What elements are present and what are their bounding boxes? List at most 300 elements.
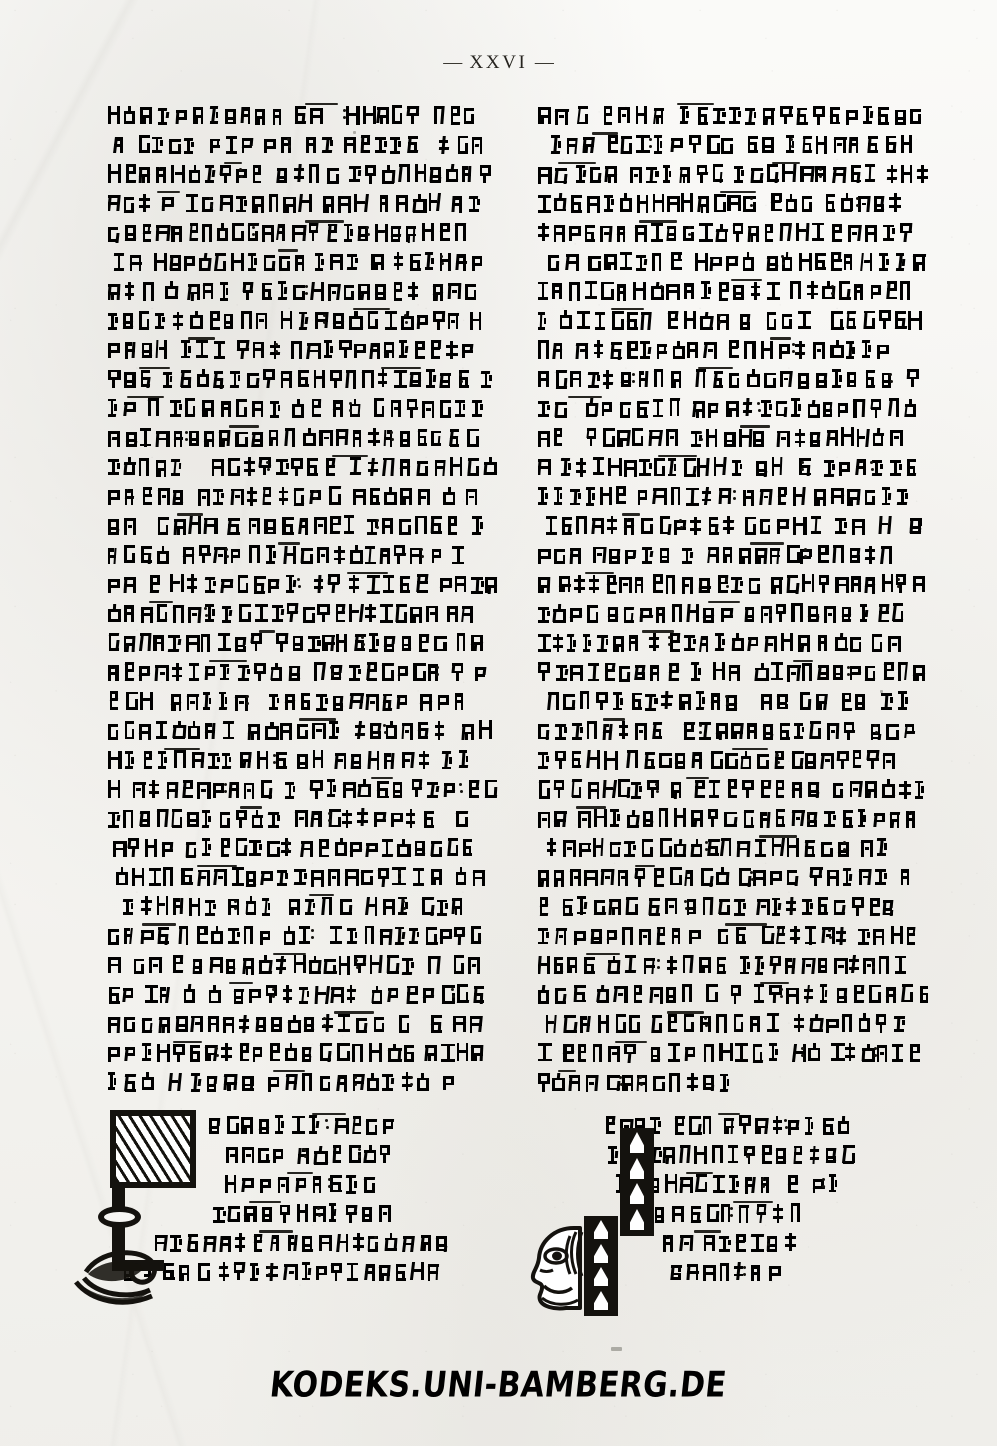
manuscript-line (538, 629, 928, 658)
titlo-mark (305, 220, 344, 222)
titlo-mark (259, 1230, 294, 1232)
decorated-initial-grotesque-head (528, 1128, 704, 1318)
punctuation-dot (801, 1054, 804, 1057)
punctuation-dot (355, 959, 358, 962)
punctuation-dot (831, 292, 834, 295)
titlo-mark (698, 367, 733, 369)
punctuation-dot (305, 292, 308, 295)
glyph-run (108, 135, 498, 154)
punctuation-dot (273, 761, 276, 764)
glyph-run (538, 135, 920, 154)
punctuation-dot (718, 314, 721, 317)
manuscript-line (538, 483, 928, 512)
punctuation-dot (620, 1083, 623, 1086)
punctuation-dot (619, 1076, 622, 1079)
punctuation-dot (273, 754, 276, 757)
glyph-run (108, 311, 479, 330)
glyph-run (108, 692, 471, 711)
manuscript-line (538, 336, 928, 365)
punctuation-dot (870, 461, 873, 464)
manuscript-line (538, 952, 928, 981)
manuscript-line (108, 307, 498, 336)
punctuation-dot (268, 1273, 271, 1276)
titlo-mark (299, 718, 335, 720)
glyph-run (538, 340, 901, 359)
glyph-run (108, 780, 494, 799)
glyph-run (538, 399, 916, 418)
punctuation-dot (730, 1207, 733, 1210)
manuscript-line (108, 571, 498, 600)
titlo-mark (278, 249, 298, 251)
punctuation-dot (655, 783, 658, 786)
titlo-mark (760, 982, 788, 984)
glyph-run (538, 223, 912, 242)
manuscript-line (108, 629, 498, 658)
glyph-run (108, 633, 486, 652)
manuscript-line (108, 161, 498, 190)
glyph-run (108, 340, 471, 359)
manuscript-line (538, 219, 928, 248)
running-head-dash-left: — (443, 52, 463, 73)
punctuation-dot (460, 380, 463, 383)
punctuation-dot (459, 373, 462, 376)
glyph-run (538, 311, 920, 330)
chevron-shape (630, 1158, 644, 1179)
glyph-run (108, 926, 490, 945)
titlo-mark (332, 455, 368, 457)
manuscript-line (538, 307, 928, 336)
glyph-run (538, 458, 924, 477)
punctuation-dot (762, 1185, 765, 1188)
glyph-run (108, 223, 467, 242)
manuscript-line (108, 922, 498, 951)
manuscript-line (108, 454, 498, 483)
titlo-mark (585, 572, 614, 574)
glyph-run (108, 428, 475, 447)
manuscript-line (108, 893, 498, 922)
glyph-run (108, 575, 494, 594)
manuscript-line (538, 864, 928, 893)
glyph-run (108, 106, 486, 125)
titlo-mark (642, 630, 674, 632)
titlo-mark (157, 191, 180, 193)
glyph-run (108, 399, 490, 418)
punctuation-dot (298, 585, 301, 588)
glyph-run (108, 194, 482, 213)
punctuation-dot (822, 1178, 825, 1181)
punctuation-dot (699, 724, 702, 727)
glyph-run (108, 487, 482, 506)
glyph-run (108, 545, 463, 564)
titlo-mark (278, 542, 300, 544)
manuscript-line (538, 161, 928, 190)
titlo-mark (142, 923, 176, 925)
manuscript-line (538, 366, 928, 395)
manuscript-line (538, 395, 928, 424)
manuscript-line (538, 659, 928, 688)
punctuation-dot (356, 966, 359, 969)
titlo-mark (658, 455, 698, 457)
glyph-run (538, 516, 920, 535)
glyph-run (108, 165, 494, 184)
punctuation-dot (874, 1047, 877, 1050)
manuscript-line (108, 512, 498, 541)
punctuation-dot (872, 966, 875, 969)
manuscript-line (538, 1010, 928, 1039)
manuscript-line (538, 981, 928, 1010)
punctuation-dot (452, 995, 455, 998)
manuscript-line (108, 336, 498, 365)
titlo-mark (793, 660, 813, 662)
punctuation-dot (890, 380, 893, 383)
punctuation-dot (878, 109, 881, 112)
punctuation-dot (656, 790, 659, 793)
acanthus-scroll-icon (66, 1238, 198, 1310)
page-number-roman: XXVI (469, 52, 528, 73)
punctuation-dot (801, 461, 804, 464)
titlo-mark (568, 396, 602, 398)
glyph-run (538, 428, 905, 447)
titlo-mark (639, 220, 677, 222)
titlo-mark (731, 279, 762, 281)
punctuation-dot (318, 1214, 321, 1217)
manuscript-line (538, 922, 928, 951)
profile-head-icon (530, 1224, 602, 1312)
punctuation-dot (266, 461, 269, 464)
punctuation-dot (376, 519, 379, 522)
punctuation-dot (657, 966, 660, 969)
punctuation-dot (777, 761, 780, 764)
manuscript-line (108, 747, 498, 776)
glyph-run (538, 575, 928, 594)
punctuation-dot (688, 226, 691, 229)
punctuation-dot (405, 321, 408, 324)
titlo-mark (224, 162, 242, 164)
punctuation-dot (436, 673, 439, 676)
punctuation-dot (801, 468, 804, 471)
punctuation-dot (349, 402, 352, 405)
manuscript-line (108, 600, 498, 629)
punctuation-dot (436, 666, 439, 669)
glyph-run (213, 1204, 392, 1223)
running-head (0, 52, 997, 74)
punctuation-dot (311, 929, 314, 932)
manuscript-line (538, 541, 928, 570)
punctuation-dot (375, 1243, 378, 1246)
punctuation-dot (632, 373, 635, 376)
manuscript-line (538, 454, 928, 483)
punctuation-dot (354, 1083, 357, 1086)
glyph-run (538, 282, 909, 301)
footer (0, 1364, 997, 1407)
punctuation-dot (343, 109, 346, 112)
glyph-run (538, 545, 897, 564)
manuscript-line (108, 952, 498, 981)
titlo-mark (635, 865, 656, 867)
titlo-mark (586, 953, 620, 955)
titlo-mark (209, 660, 247, 662)
glyph-run (108, 751, 482, 770)
manuscript-line (108, 278, 498, 307)
manuscript-line (538, 776, 928, 805)
scan-speck (880, 690, 883, 693)
chevron-fill (630, 1128, 644, 1236)
titlo-mark (173, 1041, 202, 1043)
titlo-mark (229, 982, 253, 984)
punctuation-dot (297, 578, 300, 581)
decorated-initial-hatched (74, 1110, 206, 1306)
chevron-shape (630, 1183, 644, 1204)
glyph-run (108, 897, 467, 916)
running-head-dash-right: — (534, 52, 554, 73)
titlo-mark (720, 191, 756, 193)
manuscript-line (108, 541, 498, 570)
glyph-run (108, 604, 479, 623)
titlo-mark (732, 748, 767, 750)
titlo-mark (197, 865, 237, 867)
glyph-run (108, 663, 498, 682)
titlo-mark (615, 1041, 646, 1043)
manuscript-line (538, 190, 928, 219)
manuscript-line (538, 571, 928, 600)
punctuation-dot (856, 197, 859, 200)
punctuation-dot (224, 783, 227, 786)
manuscript-line (108, 776, 498, 805)
punctuation-dot (776, 754, 779, 757)
manuscript-line (108, 131, 498, 160)
punctuation-dot (726, 702, 729, 705)
titlo-mark (371, 777, 393, 779)
punctuation-dot (331, 673, 334, 676)
titlo-mark (592, 132, 618, 134)
punctuation-dot (267, 468, 270, 471)
punctuation-dot (831, 285, 834, 288)
manuscript-line (108, 688, 498, 717)
titlo-mark (740, 425, 770, 427)
manuscript-line (108, 424, 498, 453)
glyph-run (108, 721, 490, 740)
manuscript-line (108, 834, 498, 863)
manuscript-line (538, 278, 928, 307)
glyph-run (108, 956, 482, 975)
manuscript-line (538, 600, 928, 629)
chevron-shape (630, 1132, 644, 1153)
glyph-run (108, 1044, 490, 1063)
glyph-run (108, 809, 475, 828)
punctuation-dot (819, 175, 822, 178)
punctuation-dot (398, 878, 401, 881)
glyph-run (538, 604, 916, 623)
titlo-mark (772, 162, 800, 164)
initial-ring-collar (98, 1206, 141, 1228)
punctuation-dot (215, 1047, 218, 1050)
manuscript-line (108, 219, 498, 248)
punctuation-dot (209, 197, 212, 200)
punctuation-dot (398, 871, 401, 874)
glyph-run (538, 868, 924, 887)
glyph-run (538, 751, 905, 770)
manuscript-line (538, 424, 928, 453)
punctuation-dot (234, 900, 237, 903)
glyph-run (108, 252, 494, 271)
manuscript-line (108, 190, 498, 219)
manuscript-line (538, 248, 928, 277)
initial-hatched-panel (110, 1110, 196, 1188)
titlo-mark (287, 1172, 313, 1174)
manuscript-line (108, 1069, 498, 1098)
manuscript-line (108, 805, 498, 834)
scan-speck (353, 131, 356, 134)
manuscript-line (108, 1040, 498, 1069)
manuscript-line (108, 981, 498, 1010)
punctuation-dot (403, 907, 406, 910)
manuscript-line (108, 102, 498, 131)
glyph-run (108, 282, 486, 301)
titlo-mark (240, 806, 263, 808)
manuscript-line (108, 395, 498, 424)
punctuation-dot (750, 197, 753, 200)
manuscript-line (538, 1069, 928, 1098)
punctuation-dot (384, 731, 387, 734)
glyph-run (538, 370, 928, 389)
titlo-mark (188, 337, 215, 339)
glyph-run (538, 838, 901, 857)
glyph-run (108, 868, 494, 887)
punctuation-dot (726, 585, 729, 588)
punctuation-dot (268, 1266, 271, 1269)
punctuation-dot (889, 373, 892, 376)
punctuation-dot (640, 1083, 643, 1086)
glyph-run (108, 838, 486, 857)
titlo-mark (576, 806, 606, 808)
punctuation-dot (685, 907, 688, 910)
manuscript-line (108, 1010, 498, 1039)
manuscript-line (538, 717, 928, 746)
punctuation-dot (460, 790, 463, 793)
titlo-mark (127, 396, 164, 398)
glyph-run (225, 1175, 381, 1194)
punctuation-dot (632, 380, 635, 383)
titlo-mark (334, 1011, 374, 1013)
titlo-mark (381, 367, 421, 369)
glyph-run (538, 809, 916, 828)
manuscript-line (108, 659, 498, 688)
glyph-run (108, 516, 490, 535)
punctuation-dot (323, 314, 326, 317)
manuscript-line (538, 893, 928, 922)
punctuation-dot (758, 409, 761, 412)
punctuation-dot (807, 812, 810, 815)
punctuation-dot (725, 578, 728, 581)
glyph-run (538, 926, 920, 945)
punctuation-dot (239, 168, 242, 171)
punctuation-dot (314, 490, 317, 493)
titlo-mark (750, 542, 784, 544)
glyph-run (108, 458, 494, 477)
punctuation-dot (305, 285, 308, 288)
titlo-mark (139, 367, 170, 369)
punctuation-dot (328, 1178, 331, 1181)
punctuation-dot (246, 695, 249, 698)
titlo-mark (725, 923, 767, 925)
titlo-mark (667, 1011, 704, 1013)
titlo-mark (759, 835, 797, 837)
titlo-mark (177, 513, 203, 515)
initial-chevron-bar-left (620, 1128, 654, 1236)
manuscript-line (108, 717, 498, 746)
manuscript-line (538, 805, 928, 834)
manuscript-line (538, 688, 928, 717)
titlo-mark (558, 1070, 576, 1072)
manuscript-line (538, 1040, 928, 1069)
titlo-mark (622, 513, 640, 515)
titlo-mark (686, 777, 709, 779)
manuscript-line (108, 864, 498, 893)
punctuation-dot (733, 490, 736, 493)
punctuation-dot (661, 292, 664, 295)
glyph-run (108, 985, 498, 1004)
chevron-shape (630, 1209, 644, 1230)
scan-speck (611, 1347, 622, 1351)
titlo-mark (273, 953, 306, 955)
manuscript-line (538, 747, 928, 776)
manuscript-line (538, 102, 928, 131)
glyph-run (538, 897, 912, 916)
punctuation-dot (216, 1054, 219, 1057)
titlo-mark (603, 718, 625, 720)
punctuation-dot (205, 614, 208, 617)
punctuation-dot (410, 1076, 413, 1079)
manuscript-line (538, 131, 928, 160)
site-watermark: KODEKS.UNI-BAMBERG.DE (268, 1364, 729, 1407)
text-block (108, 102, 928, 1312)
glyph-run (108, 1073, 459, 1092)
glyph-run (209, 1116, 396, 1135)
titlo-mark (259, 630, 275, 632)
glyph-run (538, 106, 924, 125)
glyph-run (538, 663, 924, 682)
manuscript-line (108, 483, 498, 512)
punctuation-dot (354, 1076, 357, 1079)
glyph-run (538, 487, 912, 506)
glyph-run (108, 370, 498, 389)
titlo-mark (229, 425, 259, 427)
titlo-mark (770, 337, 791, 339)
glyph-run (538, 194, 916, 213)
punctuation-dot (272, 988, 275, 991)
glyph-run (538, 633, 909, 652)
titlo-mark (273, 1070, 306, 1072)
manuscript-line (538, 512, 928, 541)
paragraph-gap (538, 1098, 928, 1112)
punctuation-dot (743, 1266, 746, 1269)
punctuation-dot (847, 666, 850, 669)
glyph-run (538, 252, 924, 271)
glyph-run (538, 985, 928, 1004)
manuscript-line (108, 366, 498, 395)
glyph-run (538, 1014, 916, 1033)
titlo-mark (347, 572, 387, 574)
punctuation-dot (819, 168, 822, 171)
punctuation-dot (897, 578, 900, 581)
punctuation-dot (769, 607, 772, 610)
titlo-mark (164, 748, 200, 750)
punctuation-dot (210, 204, 213, 207)
punctuation-dot (871, 468, 874, 471)
punctuation-dot (780, 988, 783, 991)
glyph-run (538, 721, 920, 740)
glyph-run (538, 956, 909, 975)
